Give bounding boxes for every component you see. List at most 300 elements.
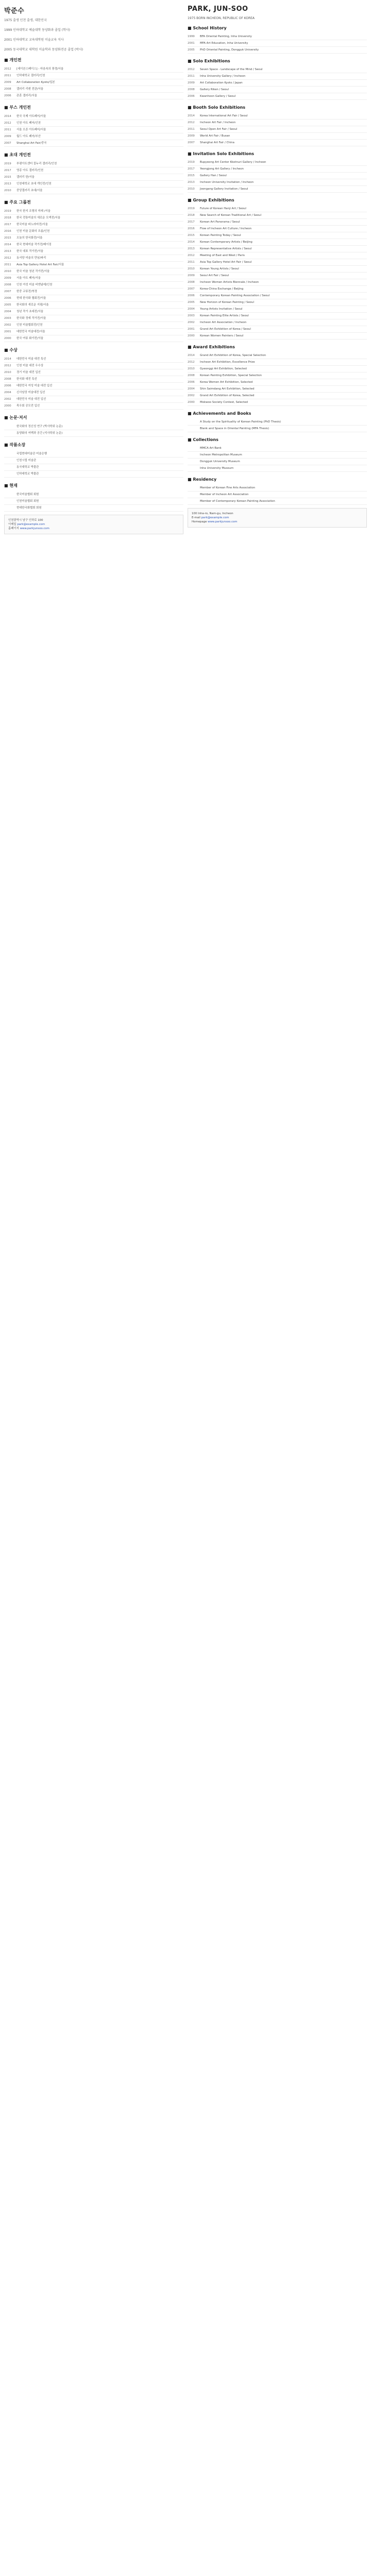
section-heading: ■ Residency <box>188 477 217 482</box>
list-item <box>188 419 367 426</box>
list-item <box>188 252 367 259</box>
list-item <box>188 66 367 73</box>
item-year: 2007 <box>4 290 11 293</box>
homepage-link[interactable]: www.parkjunsoo.com <box>208 520 238 523</box>
list-item <box>188 465 367 472</box>
list-item <box>188 212 367 219</box>
section-heading: ■ 수상 <box>4 348 18 352</box>
list-item <box>188 93 367 100</box>
section-list <box>4 356 183 410</box>
section-list <box>4 161 183 194</box>
item-text: Art Collaboration Kyoto/일본 <box>16 81 55 84</box>
item-text: New Search of Korean Traditional Art / Seoul <box>200 214 262 217</box>
item-text: World Art Fair / Busan <box>200 134 230 138</box>
list-item <box>4 430 183 437</box>
item-text: 인하대학교 갤러리/인천 <box>16 74 45 77</box>
item-text: 부평아트센터 꽃누리 갤러리/인천 <box>16 162 57 165</box>
list-item <box>188 47 367 54</box>
list-item <box>188 40 367 47</box>
item-text: Incheon Art Fair / Incheon <box>200 121 236 124</box>
item-year <box>188 420 197 424</box>
item-year: 2014 <box>4 243 11 246</box>
list-item <box>4 363 183 369</box>
homepage-link[interactable]: www.parkjunsoo.com <box>20 527 49 530</box>
item-year: 2018 <box>4 216 11 219</box>
item-year: 2014 <box>4 115 11 118</box>
list-item <box>4 356 183 363</box>
section-heading: ■ 작품소장 <box>4 443 26 447</box>
item-text: Korean Representative Artists / Seoul <box>200 247 252 250</box>
item-text: New Horizon of Korean Painting / Seoul <box>200 301 254 304</box>
item-year: 2017 <box>188 167 195 171</box>
item-year <box>188 486 197 490</box>
list-item <box>4 389 183 396</box>
list-item <box>188 259 367 266</box>
item-year <box>188 467 197 470</box>
artist-name-english: PARK, JUN-SOO <box>188 5 248 13</box>
item-year: 2005 <box>188 48 195 52</box>
list-item <box>188 133 367 140</box>
item-year: 2011 <box>188 75 195 78</box>
item-text: Gallery Riken / Seoul <box>200 88 229 91</box>
item-text: Flow of Incheon Art Culture / Incheon <box>200 227 252 230</box>
list-item <box>188 498 367 505</box>
item-text: Shanghai Art Fair / China <box>200 141 234 144</box>
email-link[interactable]: park@example.com <box>201 516 229 519</box>
item-text: Korea International Art Fair / Seoul <box>200 114 248 117</box>
item-year: 2007 <box>4 142 11 145</box>
section-list <box>4 66 183 99</box>
list-item <box>4 383 183 389</box>
item-year: 2000 <box>188 401 195 404</box>
item-text: Meeting of East and West / Paris <box>200 254 245 257</box>
item-text: MFA Art Education, Inha University <box>200 42 248 45</box>
item-text: 한국화의 새로운 지평/서울 <box>16 303 49 307</box>
section-heading: ■ Invitation Solo Exhibitions <box>188 151 255 156</box>
cv-sections-korean <box>4 57 183 512</box>
list-item <box>4 268 183 275</box>
item-text: 인천시립 미술관 <box>16 459 37 462</box>
section-heading: ■ Group Exhibitions <box>188 198 234 202</box>
item-year: 2000 <box>4 337 11 340</box>
list-item <box>4 120 183 127</box>
list-item <box>188 299 367 306</box>
item-text: Grand Art Exhibition of Korea, Special Selection <box>200 354 266 357</box>
item-year: 2009 <box>4 81 11 84</box>
list-item <box>188 166 367 173</box>
list-item <box>4 376 183 383</box>
list-item <box>4 242 183 248</box>
item-text: PhD Oriental Painting, Dongguk University <box>200 48 259 52</box>
list-item <box>188 246 367 252</box>
list-item <box>188 159 367 166</box>
item-text: 관훈 갤러리/서울 <box>16 94 37 97</box>
item-year: 2002 <box>188 321 195 324</box>
item-text: 현대한국화협회 회원 <box>16 506 42 510</box>
item-text: Art Collaboration Kyoto / Japan <box>200 81 243 84</box>
item-text: Asia Top Gallery Hotel Art Fair/서울 <box>16 263 64 266</box>
item-text: 한국 여류 화가전/서울 <box>16 337 44 340</box>
section-heading: ■ 개인전 <box>4 58 22 62</box>
item-text: Shin Saimdang Art Exhibition, Selected <box>200 387 255 391</box>
list-item <box>4 322 183 329</box>
item-year: 2018 <box>188 214 195 217</box>
list-item <box>4 248 183 255</box>
item-text: 동서양 미술의 만남/파리 <box>16 257 46 260</box>
item-text: 동양화의 여백과 공간 (석사학위 논문) <box>16 432 63 435</box>
birth-line: 1999 인하대학교 예술대학 동양화과 졸업 (학사) <box>4 28 71 32</box>
list-item <box>188 372 367 379</box>
item-text: Asia Top Gallery Hotel Art Fair / Seoul <box>200 261 252 264</box>
item-year: 2002 <box>4 324 11 327</box>
item-year: 2006 <box>188 95 195 98</box>
list-item <box>188 279 367 286</box>
list-item <box>4 208 183 215</box>
item-year: 2017 <box>4 169 11 172</box>
item-text: 한국 대표 작가전/서울 <box>16 250 44 253</box>
item-text: [세이븐스페이스] - 마음속의 풍경/서울 <box>16 67 64 71</box>
item-text: 청년 작가 초대전/서울 <box>16 310 44 313</box>
item-year <box>4 425 13 429</box>
item-year: 2004 <box>4 310 11 313</box>
item-text: Korean Painting Exhibition, Special Selection <box>200 374 262 377</box>
list-item <box>4 161 183 167</box>
item-text: 갤러리 리켄 전관/서울 <box>16 88 44 91</box>
korean-column <box>4 0 183 534</box>
section-heading: ■ Award Exhibitions <box>188 345 235 349</box>
section-heading: ■ Solo Exhibitions <box>188 59 230 63</box>
list-item <box>4 492 183 498</box>
item-text: Mokwoo Society Contest, Selected <box>200 401 248 404</box>
email-link[interactable]: park@example.com <box>17 523 45 526</box>
list-item <box>4 396 183 403</box>
item-year: 2012 <box>4 364 11 367</box>
list-item <box>188 239 367 246</box>
item-text: Korea-China Exchange / Beijing <box>200 287 244 291</box>
list-item <box>188 313 367 319</box>
item-text: 한국 한지 조형의 미래 /서울 <box>16 210 50 213</box>
section-list <box>188 33 367 54</box>
list-item <box>4 66 183 73</box>
section-list <box>4 423 183 437</box>
list-item <box>4 188 183 194</box>
section-heading: ■ 초대 개인전 <box>4 152 31 157</box>
list-item <box>188 186 367 193</box>
section-list <box>4 113 183 147</box>
item-year: 2008 <box>188 88 195 91</box>
list-item <box>188 226 367 232</box>
item-year: 2012 <box>188 361 195 364</box>
section-heading: ■ School History <box>188 26 227 30</box>
list-item <box>188 33 367 40</box>
item-year: 2016 <box>4 230 11 233</box>
list-item <box>188 485 367 492</box>
item-text: 인하대학교 박물관 <box>16 472 39 476</box>
contact-address: 100 Inha-ro, Nam-gu, Incheon <box>192 512 233 515</box>
item-text: Incheon Art Exhibition, Excellence Prize <box>200 361 255 364</box>
list-item <box>4 464 183 471</box>
list-item <box>4 309 183 315</box>
item-year: 2009 <box>188 274 195 277</box>
item-year <box>188 447 197 450</box>
item-text: Kwanhoon Gallery / Seoul <box>200 95 236 98</box>
item-text: A Study on the Spirituality of Korean Painting (PhD Thesis) <box>200 420 281 423</box>
item-text: Member of Korean Fine Arts Association <box>200 486 256 489</box>
item-year: 2011 <box>188 128 195 131</box>
section-list <box>188 445 367 472</box>
item-year: 2011 <box>4 74 11 77</box>
item-year: 2008 <box>188 374 195 377</box>
section-heading: ■ Collections <box>188 437 218 442</box>
list-item <box>188 352 367 359</box>
list-item <box>188 326 367 333</box>
item-year: 2019 <box>4 210 11 213</box>
list-item <box>188 87 367 93</box>
list-item <box>188 366 367 372</box>
item-text: Future of Korean Hanji Art / Seoul <box>200 207 246 210</box>
item-year <box>188 460 197 464</box>
item-year: 2013 <box>188 247 195 250</box>
item-year: 2009 <box>188 81 195 84</box>
item-text: 대한민국 미술 대전 입선 <box>16 398 46 401</box>
section-list <box>188 419 367 432</box>
list-item <box>4 228 183 235</box>
item-year: 2009 <box>4 135 11 138</box>
item-text: 인천 아트 페어/인천 <box>16 122 41 125</box>
birth-line: 1975 출생 인천 출생, 대한민국 <box>4 19 47 22</box>
list-item <box>4 295 183 302</box>
item-year: 2006 <box>4 94 11 97</box>
item-year: 2017 <box>188 221 195 224</box>
list-item <box>4 457 183 464</box>
item-year: 2013 <box>188 181 195 184</box>
item-text: Inha University Museum <box>200 467 234 470</box>
item-text: 중앙갤러리 초대/서울 <box>16 189 43 192</box>
item-year <box>4 493 13 497</box>
item-year: 2015 <box>4 236 11 240</box>
item-text: 한국 국제 아트페어/서울 <box>16 115 46 118</box>
list-item <box>188 206 367 212</box>
item-text: 월드 아트 페어/부산 <box>16 135 41 138</box>
item-text: 한국 현대미술 작가전/베이징 <box>16 243 52 246</box>
item-text: 한중 교류전/북경 <box>16 290 37 293</box>
list-item <box>188 386 367 393</box>
item-text: Korean Young Artists / Seoul <box>200 267 239 270</box>
item-text: BFA Oriental Painting, Inha University <box>200 35 252 38</box>
item-year: 2017 <box>4 223 11 226</box>
item-text: 인천대학교 초대 개인전/인천 <box>16 182 52 185</box>
section-heading: ■ Booth Solo Exhibitions <box>188 105 246 110</box>
item-text: Young Artists Invitation / Seoul <box>200 308 243 311</box>
item-year: 2012 <box>4 122 11 125</box>
item-year: 2002 <box>188 394 195 397</box>
item-year: 2019 <box>188 161 195 164</box>
list-item <box>4 79 183 86</box>
item-year: 1999 <box>188 35 195 38</box>
item-text: 한국미술협회 회원 <box>16 493 39 496</box>
item-year: 2001 <box>4 330 11 333</box>
list-item <box>4 222 183 228</box>
birth-line: 1975 BORN INCHEON, REPUBLIC OF KOREA <box>188 16 255 20</box>
email-label: E-mail <box>192 516 200 519</box>
item-year <box>4 472 13 476</box>
item-year: 2014 <box>188 354 195 357</box>
list-item <box>4 329 183 335</box>
item-year: 2001 <box>188 42 195 45</box>
section-list <box>188 113 367 146</box>
item-text: 갤러리 한/서울 <box>16 176 35 179</box>
item-year: 2008 <box>4 378 11 381</box>
list-item <box>188 273 367 279</box>
list-item <box>188 73 367 80</box>
item-text: Incheon Women Artists Biennale / Incheon <box>200 281 259 284</box>
item-year: 2000 <box>4 404 11 408</box>
list-item <box>4 93 183 99</box>
item-year: 2004 <box>188 387 195 391</box>
list-item <box>4 403 183 410</box>
item-year <box>4 432 13 435</box>
item-text: Korean Painting Elite Artists / Seoul <box>200 314 249 317</box>
item-year: 2011 <box>188 261 195 264</box>
item-year: 2016 <box>188 227 195 230</box>
item-year <box>4 452 13 456</box>
web-label: 홈페이지 <box>8 527 19 530</box>
list-item <box>4 255 183 262</box>
item-text: 대한민국 미술 대전 특선 <box>16 358 46 361</box>
birth-info-korean <box>4 18 183 52</box>
list-item <box>4 471 183 478</box>
list-item <box>4 262 183 268</box>
item-year: 2014 <box>188 241 195 244</box>
item-text: 한국 전통미술의 새로운 모색전/서울 <box>16 216 61 219</box>
item-year: 2015 <box>188 174 195 177</box>
item-text: 현대 한국화 협회전/서울 <box>16 297 46 300</box>
item-text: Incheon Art Association / Incheon <box>200 321 247 324</box>
list-item <box>188 393 367 399</box>
list-item <box>4 127 183 133</box>
item-text: Gallery Han / Seoul <box>200 174 227 177</box>
item-text: Grand Art Exhibition of Korea, Selected <box>200 394 255 397</box>
item-year: 2014 <box>188 114 195 117</box>
birth-info-english <box>188 16 367 21</box>
item-text: 대한민국 미술대전/서울 <box>16 330 45 333</box>
list-item <box>4 423 183 430</box>
item-year: 2008 <box>4 283 11 286</box>
section-list <box>188 352 367 406</box>
web-label: Homepage <box>192 520 207 523</box>
item-year <box>4 466 13 469</box>
item-year: 2006 <box>188 381 195 384</box>
item-text: 서울 오픈 아트페어/서울 <box>16 128 46 131</box>
item-text: 한국미술 파노라마전/서울 <box>16 223 48 226</box>
list-item <box>188 140 367 146</box>
list-item <box>4 73 183 79</box>
item-text: 인천 미술 문화의 흐름/인천 <box>16 230 50 233</box>
item-text: 영종 아트 갤러리/인천 <box>16 169 44 172</box>
list-item <box>188 120 367 126</box>
item-text: 대한민국 여성 미술 대전 입선 <box>16 384 53 387</box>
item-text: Grand Art Exhibition of Korea / Seoul <box>200 328 251 331</box>
item-text: Seoul Open Art Fair / Seoul <box>200 128 238 131</box>
email-label: 이메일 <box>8 523 16 526</box>
item-text: 오늘의 한국화전/서울 <box>16 236 43 240</box>
section-list <box>188 485 367 505</box>
item-text: 한국 미술 청년 작가전/서울 <box>16 270 50 273</box>
item-year: 2012 <box>188 254 195 257</box>
item-year: 2010 <box>4 270 11 273</box>
list-item <box>4 86 183 93</box>
list-item <box>188 80 367 87</box>
list-item <box>188 319 367 326</box>
item-year: 2010 <box>188 367 195 370</box>
item-year: 2014 <box>4 358 11 361</box>
list-item <box>4 181 183 188</box>
list-item <box>188 126 367 133</box>
list-item <box>4 140 183 147</box>
list-item <box>4 498 183 505</box>
item-text: 한국화 정예 작가전/서울 <box>16 317 46 320</box>
item-year <box>4 500 13 503</box>
item-year: 2003 <box>4 317 11 320</box>
list-item <box>4 167 183 174</box>
item-year <box>188 500 197 503</box>
item-text: Seoul Art Fair / Seoul <box>200 274 229 277</box>
item-text: Korean Art Panorama / Seoul <box>200 221 240 224</box>
item-text: 목우회 공모전 입선 <box>16 404 40 408</box>
list-item <box>188 173 367 179</box>
item-text: Korea Women Art Exhibition, Selected <box>200 381 253 384</box>
item-text: Member of Incheon Art Association <box>200 493 249 496</box>
list-item <box>188 219 367 226</box>
item-year: 2006 <box>188 294 195 297</box>
item-text: Shanghai Art Fair/중국 <box>16 142 47 145</box>
item-year: 2001 <box>188 328 195 331</box>
item-text: Korean Contemporary Artists / Beijing <box>200 241 252 244</box>
item-year: 2007 <box>188 141 195 144</box>
list-item <box>4 215 183 222</box>
birth-line: 2001 인하대학교 교육대학원 미술교육 석사 <box>4 38 64 42</box>
list-item <box>4 369 183 376</box>
item-year: 2012 <box>4 257 11 260</box>
list-item <box>188 333 367 340</box>
item-year: 2003 <box>188 314 195 317</box>
item-text: Incheon University Invitation / Incheon <box>200 181 254 184</box>
list-item <box>4 505 183 512</box>
list-item <box>188 492 367 498</box>
list-item <box>188 399 367 406</box>
item-text: MMCA Art Bank <box>200 447 222 450</box>
item-year: 2015 <box>4 176 11 179</box>
item-year: 2010 <box>4 371 11 374</box>
item-text: Seven Space - Landscape of the Mind / Seoul <box>200 68 263 71</box>
list-item <box>188 293 367 299</box>
item-year: 2009 <box>188 134 195 138</box>
item-year: 2011 <box>4 263 11 266</box>
item-text: 국립현대미술관 미술은행 <box>16 452 47 455</box>
item-text: 인천 미술 대전 우수상 <box>16 364 44 367</box>
list-item <box>4 113 183 120</box>
list-item <box>4 282 183 289</box>
item-text: 인천 미술협회전/인천 <box>16 324 43 327</box>
item-year <box>188 493 197 497</box>
item-text: Blank and Space in Oriental Painting (MFA Thesis) <box>200 427 269 430</box>
section-list <box>188 206 367 340</box>
item-year: 2000 <box>188 334 195 337</box>
item-text: 경기 미술 대전 입선 <box>16 371 41 374</box>
item-text: 한국화의 정신성 연구 (박사학위 논문) <box>16 425 63 428</box>
section-list <box>4 451 183 478</box>
item-year: 2011 <box>4 128 11 131</box>
